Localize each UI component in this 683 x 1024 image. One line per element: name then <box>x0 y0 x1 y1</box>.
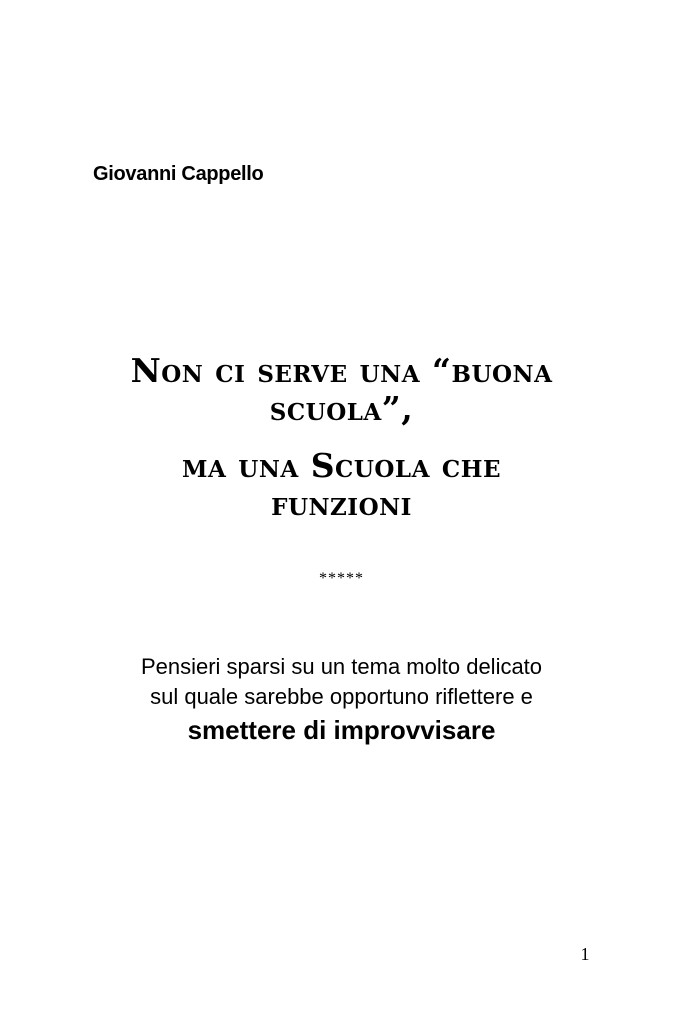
page-number: 1 <box>580 944 590 964</box>
title-part-1 <box>60 352 623 428</box>
title-line-1: Non ci serve una “buona <box>130 351 553 390</box>
author-name: Giovanni Cappello <box>93 163 264 185</box>
subtitle <box>40 652 643 746</box>
separator: ***** <box>319 570 364 587</box>
title-line-4: funzioni <box>271 484 412 523</box>
title-line-2: scuola”, <box>269 389 414 428</box>
subtitle-line-2: sul quale sarebbe opportuno riflettere e <box>150 684 533 709</box>
subtitle-line-3: smettere di improvvisare <box>187 715 496 745</box>
title-line-3: ma una Scuola che <box>181 446 501 485</box>
subtitle-line-1: Pensieri sparsi su un tema molto delicato <box>140 654 543 679</box>
title-part-2 <box>60 447 623 523</box>
